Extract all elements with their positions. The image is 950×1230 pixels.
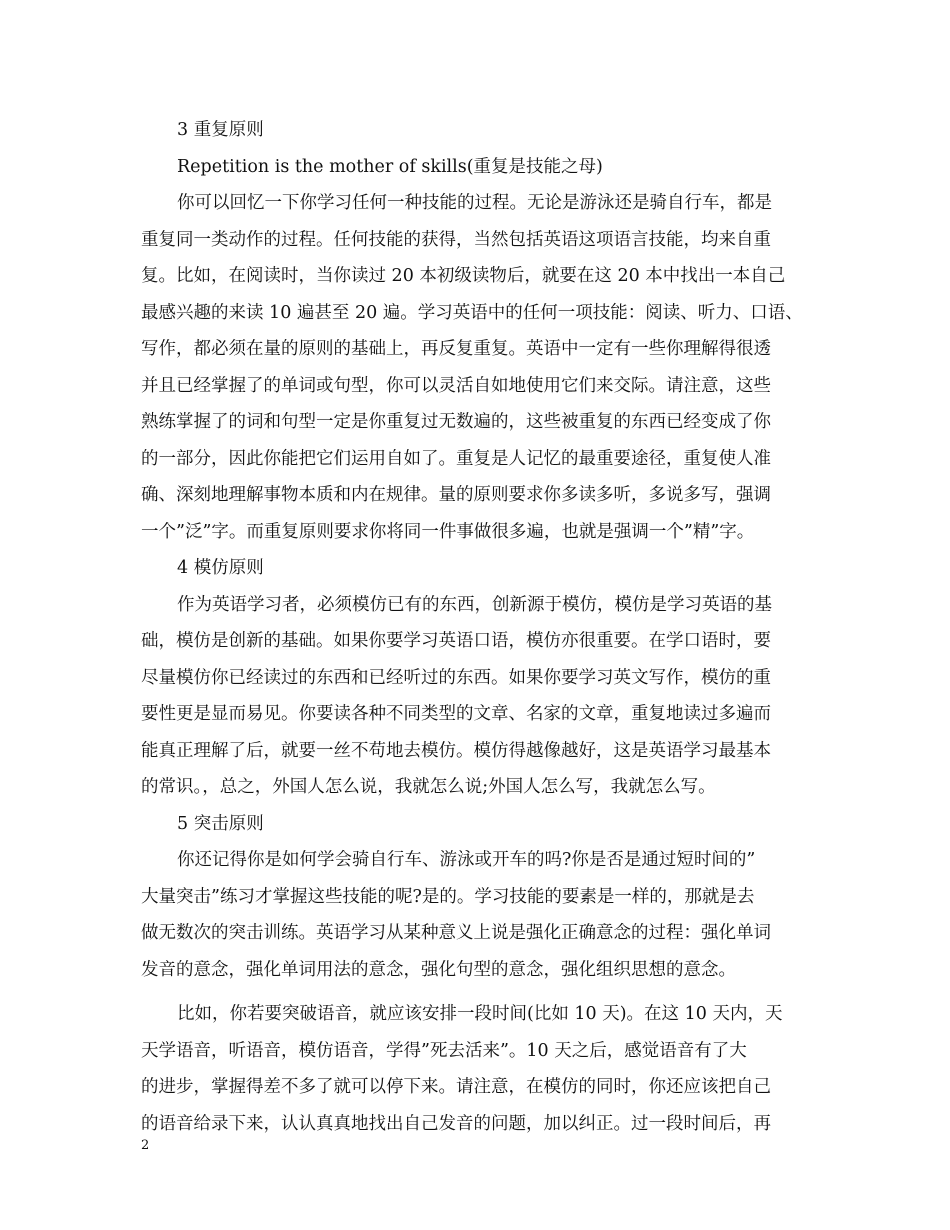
paragraph-line: 的一部分，因此你能把它们运用自如了。重复是人记忆的最重要途径，重复使人准 xyxy=(141,448,771,469)
paragraph-line: 一个”泛”字。而重复原则要求你将同一件事做很多遍，也就是强调一个”精”字。 xyxy=(141,521,755,542)
page-number: 2 xyxy=(141,1138,150,1153)
paragraph-line: 做无数次的突击训练。英语学习从某种意义上说是强化正确意念的过程：强化单词 xyxy=(141,923,771,943)
paragraph-line: 的语音给录下来，认认真真地找出自己发音的问题，加以纠正。过一段时间后，再 xyxy=(141,1113,771,1134)
section-heading: 3 重复原则 xyxy=(177,120,264,140)
paragraph-line: 复。比如，在阅读时，当你读过 20 本初级读物后，就要在这 20 本中找出一本自己 xyxy=(141,266,786,286)
paragraph-line: 最感兴趣的来读 10 遍甚至 20 遍。学习英语中的任何一项技能：阅读、听力、口语、 xyxy=(141,302,803,323)
paragraph-gap xyxy=(141,988,813,996)
paragraph-line: 大量突击”练习才掌握这些技能的呢?是的。学习技能的要素是一样的，那就是去 xyxy=(141,886,755,907)
paragraph-line: 作为英语学习者，必须模仿已有的东西，创新源于模仿，模仿是学习英语的基 xyxy=(177,594,772,615)
subheading-line: Repetition is the mother of skills(重复是技能之母) xyxy=(177,156,603,177)
body-text xyxy=(141,112,813,1142)
paragraph-line: 确、深刻地理解事物本质和内在规律。量的原则要求你多读多听，多说多写，强调 xyxy=(141,485,771,505)
paragraph-line: 能真正理解了后，就要一丝不苟地去模仿。模仿得越像越好，这是英语学习最基本 xyxy=(141,740,771,761)
paragraph-line: 你可以回忆一下你学习任何一种技能的过程。无论是游泳还是骑自行车，都是 xyxy=(177,193,772,213)
paragraph-line: 写作，都必须在量的原则的基础上，再反复重复。英语中一定有一些你理解得很透 xyxy=(141,339,771,359)
paragraph-line: 的进步，掌握得差不多了就可以停下来。请注意，在模仿的同时，你还应该把自己 xyxy=(141,1077,771,1097)
section-heading: 5 突击原则 xyxy=(177,813,264,834)
paragraph-line: 你还记得你是如何学会骑自行车、游泳或开车的吗?你是否是通过短时间的” xyxy=(177,850,756,870)
paragraph-line: 比如，你若要突破语音，就应该安排一段时间(比如 10 天)。在这 10 天内，天 xyxy=(177,1004,783,1024)
paragraph-line: 发音的意念，强化单词用法的意念，强化句型的意念，强化组织思想的意念。 xyxy=(141,959,736,980)
paragraph-line: 并且已经掌握了的单词或句型，你可以灵活自如地使用它们来交际。请注意，这些 xyxy=(141,375,771,396)
paragraph-line: 天学语音，听语音，模仿语音，学得”死去活来”。10 天之后，感觉语音有了大 xyxy=(141,1040,747,1061)
paragraph-line: 重复同一类动作的过程。任何技能的获得，当然包括英语这项语言技能，均来自重 xyxy=(141,229,771,250)
section-heading: 4 模仿原则 xyxy=(177,558,264,578)
paragraph-line: 熟练掌握了的词和句型一定是你重复过无数遍的，这些被重复的东西已经变成了你 xyxy=(141,412,771,432)
paragraph-line: 的常识。，总之，外国人怎么说，我就怎么说;外国人怎么写，我就怎么写。 xyxy=(141,777,716,797)
paragraph-line: 尽量模仿你已经读过的东西和已经听过的东西。如果你要学习英文写作，模仿的重 xyxy=(141,667,771,688)
paragraph-line: 础，模仿是创新的基础。如果你要学习英语口语，模仿亦很重要。在学口语时，要 xyxy=(141,631,771,651)
paragraph-line: 要性更是显而易见。你要读各种不同类型的文章、名家的文章，重复地读过多遍而 xyxy=(141,704,771,724)
